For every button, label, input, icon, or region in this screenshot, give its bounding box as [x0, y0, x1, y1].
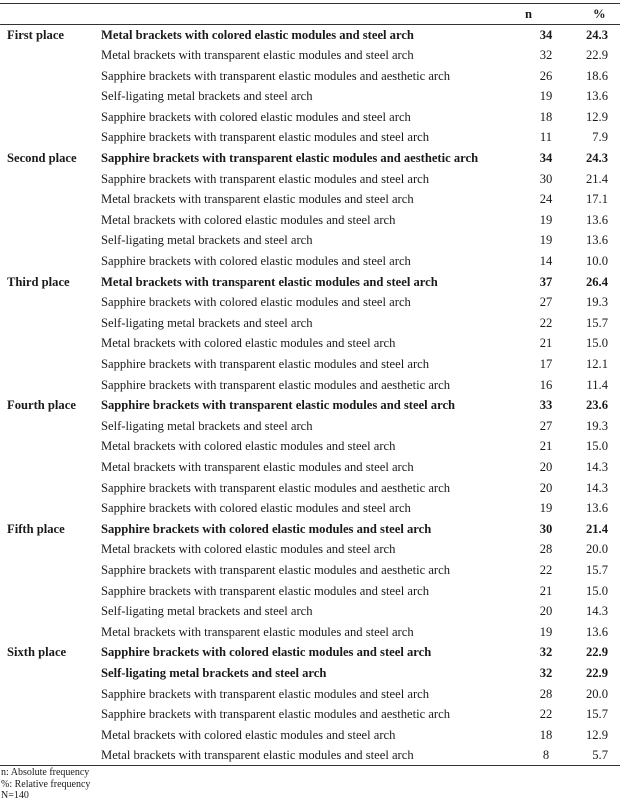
option-name: Sapphire brackets with colored elastic modules and steel arch — [101, 109, 411, 124]
option-name: Sapphire brackets with colored elastic modules and steel arch — [101, 501, 411, 516]
rank-place-empty — [0, 663, 97, 684]
rank-place-empty — [0, 539, 97, 560]
relative-frequency: 15.0 — [585, 336, 608, 351]
absolute-frequency: 18 — [539, 109, 553, 124]
rank-place-empty — [0, 560, 97, 581]
absolute-frequency: 18 — [539, 727, 553, 742]
option-name: Self-ligating metal brackets and steel arch — [101, 89, 313, 104]
relative-frequency: 21.4 — [585, 171, 608, 186]
relative-frequency: 23.6 — [585, 398, 608, 413]
table-row — [0, 519, 620, 540]
relative-frequency: 15.7 — [585, 315, 608, 330]
absolute-frequency: 27 — [539, 418, 553, 433]
rank-place-empty — [0, 581, 97, 602]
rank-place-empty — [0, 333, 97, 354]
table-row — [0, 416, 620, 437]
table-header — [0, 4, 620, 25]
relative-frequency: 14.3 — [585, 480, 608, 495]
relative-frequency: 12.9 — [585, 727, 608, 742]
relative-frequency: 19.3 — [585, 418, 608, 433]
rank-place-empty — [0, 745, 97, 766]
option-name: Metal brackets with transparent elastic modules and steel arch — [101, 48, 414, 63]
rank-place-empty — [0, 189, 97, 210]
absolute-frequency: 8 — [520, 745, 572, 766]
absolute-frequency: 27 — [539, 295, 553, 310]
rank-place-empty — [0, 86, 97, 107]
rank-place-empty — [0, 436, 97, 457]
rank-place-empty — [0, 127, 97, 148]
relative-frequency: 26.4 — [585, 274, 608, 289]
relative-frequency: 15.7 — [585, 707, 608, 722]
rank-place-label: Second place — [7, 151, 77, 166]
absolute-frequency: 28 — [539, 686, 553, 701]
table-row — [0, 313, 620, 334]
absolute-frequency: 19 — [539, 624, 553, 639]
option-name: Metal brackets with transparent elastic modules and steel arch — [101, 459, 414, 474]
table-row — [0, 498, 620, 519]
ranking-table — [0, 3, 620, 766]
option-name: Sapphire brackets with transparent elastic modules and steel arch — [101, 686, 430, 701]
header-place — [0, 4, 97, 25]
option-name: Self-ligating metal brackets and steel arch — [101, 604, 313, 619]
table-row — [0, 148, 620, 169]
absolute-frequency: 21 — [539, 439, 553, 454]
rank-place-empty — [0, 45, 97, 66]
relative-frequency: 17.1 — [585, 192, 608, 207]
rank-place-empty — [0, 478, 97, 499]
rank-place-label: First place — [7, 27, 65, 42]
table-row — [0, 745, 620, 766]
option-name: Sapphire brackets with transparent elastic modules and steel arch — [101, 171, 430, 186]
option-name: Metal brackets with transparent elastic modules and steel arch — [101, 192, 414, 207]
absolute-frequency: 34 — [539, 27, 553, 42]
rank-place-empty — [0, 725, 97, 746]
table-row — [0, 45, 620, 66]
option-name: Metal brackets with colored elastic modules and steel arch — [101, 439, 396, 454]
relative-frequency: 15.0 — [585, 583, 608, 598]
absolute-frequency: 19 — [539, 501, 553, 516]
option-name: Sapphire brackets with transparent elastic modules and aesthetic arch — [101, 377, 450, 392]
header-n: n — [520, 4, 572, 25]
absolute-frequency: 26 — [539, 68, 553, 83]
option-name: Metal brackets with colored elastic modules and steel arch — [101, 727, 396, 742]
absolute-frequency: 32 — [539, 645, 553, 660]
relative-frequency: 19.3 — [585, 295, 608, 310]
header-row — [0, 4, 620, 25]
rank-place-empty — [0, 498, 97, 519]
table-row — [0, 539, 620, 560]
absolute-frequency: 21 — [539, 336, 553, 351]
absolute-frequency: 14 — [539, 254, 553, 269]
table-row — [0, 354, 620, 375]
rank-place-empty — [0, 457, 97, 478]
absolute-frequency: 22 — [539, 707, 553, 722]
table-row — [0, 560, 620, 581]
table-row — [0, 395, 620, 416]
option-name: Sapphire brackets with transparent elastic modules and aesthetic arch — [101, 707, 450, 722]
table-footnotes — [1, 767, 90, 802]
rank-place-empty — [0, 251, 97, 272]
relative-frequency: 14.3 — [585, 604, 608, 619]
absolute-frequency: 16 — [539, 377, 553, 392]
absolute-frequency: 11 — [539, 130, 553, 145]
table-row — [0, 230, 620, 251]
absolute-frequency: 34 — [539, 151, 553, 166]
option-name: Metal brackets with colored elastic modules and steel arch — [101, 27, 414, 42]
option-name: Sapphire brackets with transparent elastic modules and aesthetic arch — [101, 562, 450, 577]
relative-frequency: 22.9 — [585, 665, 608, 680]
absolute-frequency: 37 — [539, 274, 553, 289]
absolute-frequency: 24 — [539, 192, 553, 207]
rank-place-empty — [0, 622, 97, 643]
relative-frequency: 21.4 — [585, 521, 608, 536]
relative-frequency: 15.7 — [585, 562, 608, 577]
absolute-frequency: 20 — [539, 480, 553, 495]
relative-frequency: 15.0 — [585, 439, 608, 454]
table-row — [0, 127, 620, 148]
table-row — [0, 189, 620, 210]
option-name: Sapphire brackets with colored elastic modules and steel arch — [101, 254, 411, 269]
rank-place-empty — [0, 416, 97, 437]
table-row — [0, 66, 620, 87]
option-name: Sapphire brackets with transparent elastic modules and aesthetic arch — [101, 68, 450, 83]
relative-frequency: 18.6 — [585, 68, 608, 83]
table-row — [0, 210, 620, 231]
option-name: Sapphire brackets with transparent elastic modules and steel arch — [101, 130, 430, 145]
table-row — [0, 601, 620, 622]
absolute-frequency: 22 — [539, 562, 553, 577]
option-name: Sapphire brackets with colored elastic modules and steel arch — [101, 645, 432, 660]
relative-frequency: 13.6 — [585, 233, 608, 248]
table-row — [0, 725, 620, 746]
relative-frequency: 11.4 — [586, 377, 608, 392]
table-row — [0, 457, 620, 478]
table-row — [0, 436, 620, 457]
absolute-frequency: 32 — [539, 48, 553, 63]
option-name: Sapphire brackets with transparent elastic modules and aesthetic arch — [101, 480, 450, 495]
rank-place-label: Fourth place — [7, 398, 76, 413]
relative-frequency: 13.6 — [585, 212, 608, 227]
table-row — [0, 169, 620, 190]
absolute-frequency: 22 — [539, 315, 553, 330]
rank-place-empty — [0, 684, 97, 705]
rank-place-empty — [0, 292, 97, 313]
table-row — [0, 663, 620, 684]
table-body — [0, 25, 620, 766]
table-row — [0, 107, 620, 128]
footnote-percent: %: Relative frequency — [1, 778, 91, 790]
absolute-frequency: 21 — [539, 583, 553, 598]
option-name: Sapphire brackets with colored elastic modules and steel arch — [101, 521, 432, 536]
relative-frequency: 20.0 — [585, 686, 608, 701]
relative-frequency: 24.3 — [585, 151, 608, 166]
option-name: Sapphire brackets with transparent elastic modules and steel arch — [101, 583, 430, 598]
option-name: Self-ligating metal brackets and steel arch — [101, 233, 313, 248]
absolute-frequency: 19 — [539, 212, 553, 227]
option-name: Metal brackets with transparent elastic modules and steel arch — [97, 745, 520, 766]
table-row — [0, 622, 620, 643]
absolute-frequency: 28 — [539, 542, 553, 557]
relative-frequency: 5.7 — [572, 745, 620, 766]
option-name: Sapphire brackets with transparent elastic modules and aesthetic arch — [101, 151, 479, 166]
table-row — [0, 333, 620, 354]
table-row — [0, 642, 620, 663]
rank-place-empty — [0, 66, 97, 87]
rank-place-empty — [0, 313, 97, 334]
relative-frequency: 12.9 — [585, 109, 608, 124]
relative-frequency: 12.1 — [585, 357, 608, 371]
relative-frequency: 13.6 — [585, 624, 608, 639]
table-row — [0, 292, 620, 313]
table-row — [0, 684, 620, 705]
table-row — [0, 272, 620, 293]
absolute-frequency: 33 — [539, 398, 553, 413]
absolute-frequency: 19 — [539, 89, 553, 104]
rank-place-empty — [0, 169, 97, 190]
rank-place-empty — [0, 375, 97, 396]
relative-frequency: 10.0 — [585, 254, 608, 269]
rank-place-empty — [0, 704, 97, 725]
header-option — [97, 4, 520, 25]
option-name: Metal brackets with colored elastic modules and steel arch — [101, 336, 396, 351]
option-name: Sapphire brackets with colored elastic modules and steel arch — [101, 295, 411, 310]
option-name: Sapphire brackets with transparent elastic modules and steel arch — [101, 398, 456, 413]
absolute-frequency: 30 — [539, 171, 553, 186]
relative-frequency: 13.6 — [585, 89, 608, 104]
option-name: Self-ligating metal brackets and steel arch — [101, 315, 313, 330]
table-row — [0, 581, 620, 602]
absolute-frequency: 30 — [539, 521, 553, 536]
rank-place-label: Fifth place — [7, 521, 65, 536]
absolute-frequency: 20 — [539, 604, 553, 619]
table-row — [0, 25, 620, 46]
option-name: Metal brackets with transparent elastic modules and steel arch — [101, 274, 438, 289]
rank-place-label: Sixth place — [7, 645, 67, 660]
rank-place-empty — [0, 354, 97, 375]
rank-place-empty — [0, 601, 97, 622]
relative-frequency: 22.9 — [585, 48, 608, 63]
table-row — [0, 478, 620, 499]
table-row — [0, 86, 620, 107]
footnote-total: N=140 — [1, 790, 29, 801]
absolute-frequency: 19 — [539, 233, 553, 248]
absolute-frequency: 32 — [539, 665, 553, 680]
table-row — [0, 704, 620, 725]
option-name: Metal brackets with transparent elastic modules and steel arch — [101, 624, 414, 639]
absolute-frequency: 20 — [539, 459, 553, 474]
relative-frequency: 14.3 — [585, 459, 608, 474]
relative-frequency: 22.9 — [585, 645, 608, 660]
option-name: Metal brackets with colored elastic modules and steel arch — [101, 212, 396, 227]
relative-frequency: 20.0 — [585, 542, 608, 557]
rank-place-label: Third place — [7, 274, 70, 289]
absolute-frequency: 17 — [539, 357, 553, 371]
option-name: Self-ligating metal brackets and steel arch — [101, 418, 313, 433]
relative-frequency: 7.9 — [592, 130, 608, 145]
option-name: Self-ligating metal brackets and steel arch — [101, 665, 327, 680]
rank-place-empty — [0, 230, 97, 251]
rank-place-empty — [0, 107, 97, 128]
table-row — [0, 375, 620, 396]
header-percent: % — [572, 4, 620, 25]
footnote-n: n: Absolute frequency — [1, 767, 90, 778]
rank-place-empty — [0, 210, 97, 231]
option-name: Metal brackets with colored elastic modules and steel arch — [101, 542, 396, 557]
relative-frequency: 24.3 — [585, 27, 608, 42]
table-row — [0, 251, 620, 272]
relative-frequency: 13.6 — [585, 501, 608, 516]
option-name: Sapphire brackets with transparent elastic modules and steel arch — [101, 357, 430, 371]
